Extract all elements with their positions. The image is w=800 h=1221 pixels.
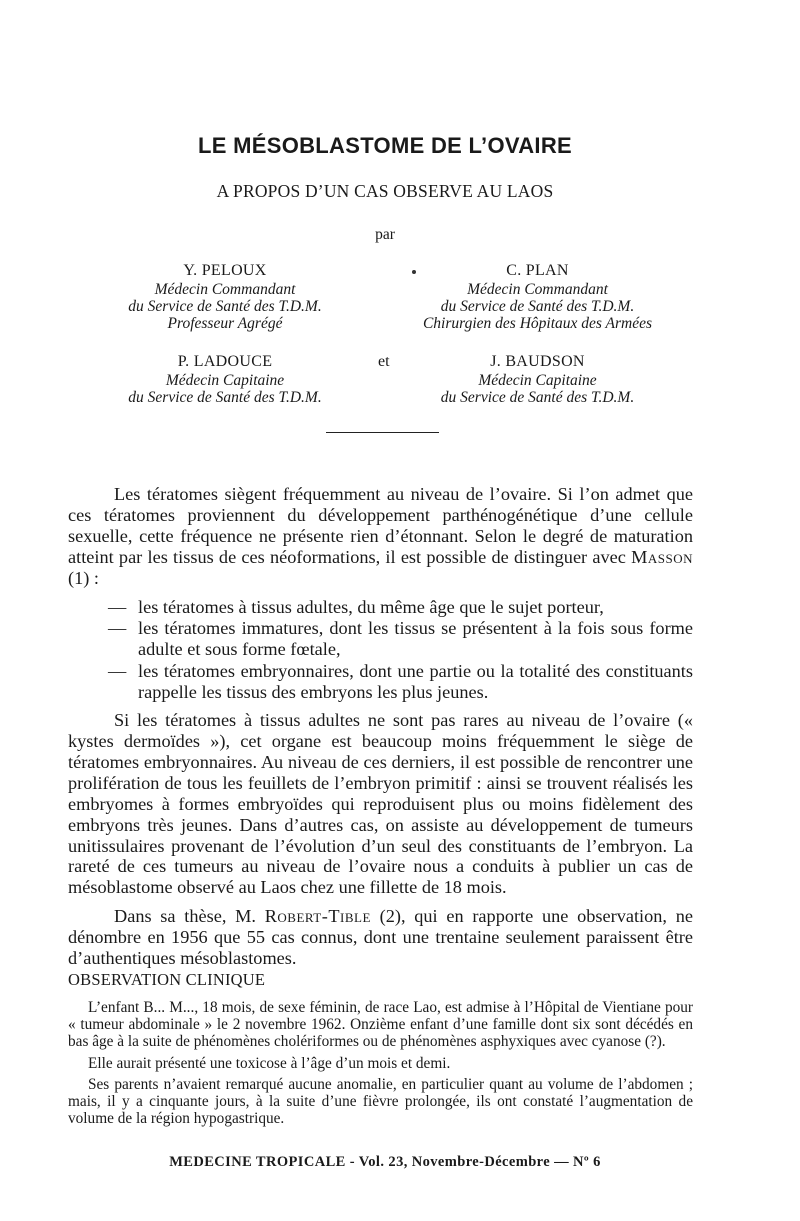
author-title-extra: Professeur Agrégé <box>167 315 283 332</box>
list-item <box>68 661 693 703</box>
paragraph: Elle aurait présenté une toxicose à l’âge d’un mois et demi. <box>88 1054 451 1072</box>
section-heading: OBSERVATION CLINIQUE <box>68 970 266 989</box>
list-item <box>68 597 693 618</box>
text-run: (2), qui en rapporte une observation, ne dénombre en 1956 que 55 cas connus, dont une trentaine seulement paraissent être d’authentiques mésoblastomes. <box>68 906 693 969</box>
author-name: J. BAUDSON <box>490 353 585 370</box>
author-name: C. PLAN <box>506 262 569 279</box>
author-name: Y. PELOUX <box>183 262 267 279</box>
author-affiliation: du Service de Santé des T.D.M. <box>440 298 635 315</box>
author-block <box>405 262 670 332</box>
list-item-text: les tératomes immatures, dont les tissus se présentent à la fois sous forme adulte et sous forme fœtale, <box>138 618 693 660</box>
article-title: LE MÉSOBLASTOME DE L’OVAIRE <box>198 133 572 158</box>
author-affiliation: du Service de Santé des T.D.M. <box>128 298 322 315</box>
paragraph: Si les tératomes à tissus adultes ne sont pas rares au niveau de l’ovaire (« kystes dermoïdes »), cet organe est beaucoup moins fréquemment le siège de tératomes embryonnaires. Au niveau de ces derniers, il est possible de rencontrer une prolifération de tous les feuillets de l’embryon primitif : ainsi se trouvent réalisés les embryomes à formes embryoïdes qui reproduisent plus ou moins fidèlement des embryons très jeunes. Dans d’autres cas, on assiste au développement de tumeurs unitissulaires provenant de l’évolution d’un seul des constituants de l’embryon. La rareté de ces tumeurs au niveau de l’ovaire nous a conduits à publier un cas de mésoblastome observé au Laos chez une fillette de 18 mois. <box>68 710 693 898</box>
author-affiliation: du Service de Santé des T.D.M. <box>128 389 322 406</box>
text-run: Dans sa thèse, M. <box>114 906 265 927</box>
list-item-text: les tératomes à tissus adultes, du même âge que le sujet porteur, <box>138 596 604 617</box>
paragraph <box>68 906 693 969</box>
author-title-extra: Chirurgien des Hôpitaux des Armées <box>422 315 653 332</box>
dash-bullet: — <box>108 661 127 682</box>
author-block <box>110 353 340 406</box>
text-run: Les tératomes siègent fréquemment au niveau de l’ovaire. Si l’on admet que ces tératomes proviennent du développement parthénogénétique d’une cellule sexuelle, cette fréquence ne présente rien d’étonnant. Selon le degré de maturation atteint par les tissus de ces néoformations, il est possible de distinguer avec <box>68 484 693 567</box>
list-item-text: les tératomes embryonnaires, dont une partie ou la totalité des constituants rappelle les tissus des embryons les plus jeunes. <box>138 661 693 703</box>
author-affiliation: du Service de Santé des T.D.M. <box>440 389 635 406</box>
author-name: P. LADOUCE <box>177 353 273 370</box>
author-block <box>110 262 340 332</box>
article-body <box>68 484 693 977</box>
journal-footer: MEDECINE TROPICALE - Vol. 23, Novembre-Décembre — Nº 6 <box>169 1154 601 1170</box>
author-title: Médecin Commandant <box>467 281 608 298</box>
observation-body <box>68 999 693 1131</box>
by-line: par <box>375 226 395 243</box>
text-run: (1) : <box>68 567 99 588</box>
author-title: Médecin Capitaine <box>165 372 285 389</box>
paragraph: Ses parents n’avaient remarqué aucune anomalie, en particulier quant au volume de l’abdomen ; mais, il y a cinquante jours, à la suite d’une fièvre prolongée, ils ont constaté l’augmentation de volume de la région hypogastrique. <box>68 1075 693 1128</box>
author-block <box>405 353 670 406</box>
paragraph <box>68 484 693 589</box>
paragraph: L’enfant B... M..., 18 mois, de sexe féminin, de race Lao, est admise à l’Hôpital de Vientiane pour « tumeur abdominale » le 2 novembre 1962. Onzième enfant d’une famille dont six sont décédés en bas âge à la suite de phénomènes cholériformes ou de phénomènes asphyxiques avec cyanose (?). <box>68 999 693 1051</box>
list-item <box>68 618 693 660</box>
cited-author: Robert-Tible <box>264 906 371 927</box>
author-title: Médecin Capitaine <box>478 372 597 389</box>
author-title: Médecin Commandant <box>154 281 296 298</box>
conjunction-et: et <box>378 353 390 370</box>
dash-bullet: — <box>108 596 127 617</box>
article-subtitle: A PROPOS D’UN CAS OBSERVE AU LAOS <box>216 181 554 201</box>
separator-rule <box>326 432 439 433</box>
dash-bullet: — <box>108 618 127 639</box>
teratoma-list <box>68 597 693 704</box>
cited-author: Masson <box>631 546 693 567</box>
